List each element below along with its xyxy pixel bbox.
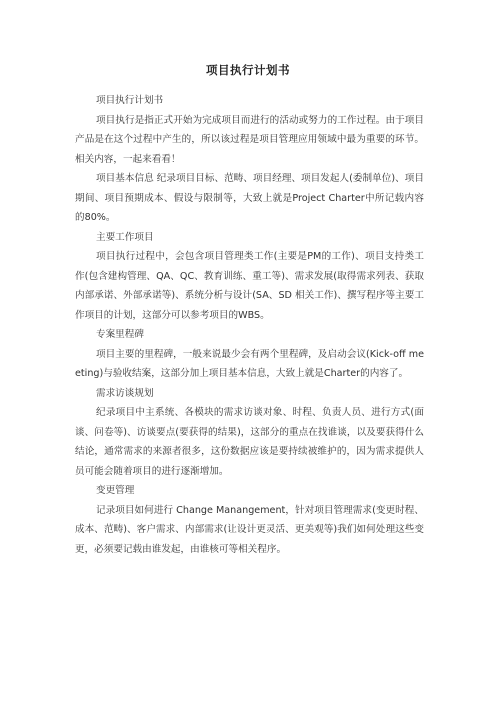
section-heading: 专案里程碑 — [96, 329, 144, 340]
section-paragraph: 纪录项目中主系统、各模块的需求访谈对象、时程、负责人员、进行方式(面谈、问卷等)、访谈要点(要获得的结果)，这部分的重点在找谁谈，以及要获得什么结论，通常需求的来源者很多，这份数据应该是要持续被维护的，因为需求提供人员可能会随着项目的进行逐渐增加。 — [75, 407, 424, 477]
section-paragraph: 项目主要的里程碑，一般来说最少会有两个里程碑，及启动会议(Kick-off meeting)与验收结案，这部分加上项目基本信息，大致上就是Charter的内容了。 — [75, 348, 424, 379]
section-paragraph: 项目执行过程中，会包含项目管理类工作(主要是PM的工作)、项目支持类工作(包含建构管理、QA、QC、教育训练、重工等)、需求发展(取得需求列表、获取内部承诺、外部承诺等)、系统分析与设计(SA、SD 相关工作)、撰写程序等主要工作项目的计划，这部分可以参考项目的WBS。 — [75, 251, 424, 321]
section-heading: 主要工作项目 — [96, 231, 154, 243]
section-heading: 变更管理 — [96, 485, 135, 496]
section-paragraph: 项目基本信息 纪录项目目标、范畴、项目经理、项目发起人(委制单位)、项目期间、项目预期成本、假设与限制等，大致上就是Project Charter中所记载内容的80%。 — [75, 173, 424, 223]
section-heading: 需求访谈规划 — [96, 387, 154, 399]
document-title: 项目执行计划书 — [206, 63, 290, 77]
section-heading: 项目执行计划书 — [96, 95, 164, 106]
section-paragraph: 项目执行是指正式开始为完成项目而进行的活动或努力的工作过程。由于项目产品是在这个过程中产生的，所以该过程是项目管理应用领域中最为重要的环节。相关内容，一起来看看！ — [75, 114, 424, 165]
section-paragraph: 记录项目如何进行 Change Manangement，针对项目管理需求(变更时程、成本、范畴)、客户需求、内部需求(让设计更灵活、更美观等)我们如何处理这些变更，必须要记载由谁发起，由谁核可等相关程序。 — [75, 504, 424, 555]
document-body — [75, 91, 424, 559]
